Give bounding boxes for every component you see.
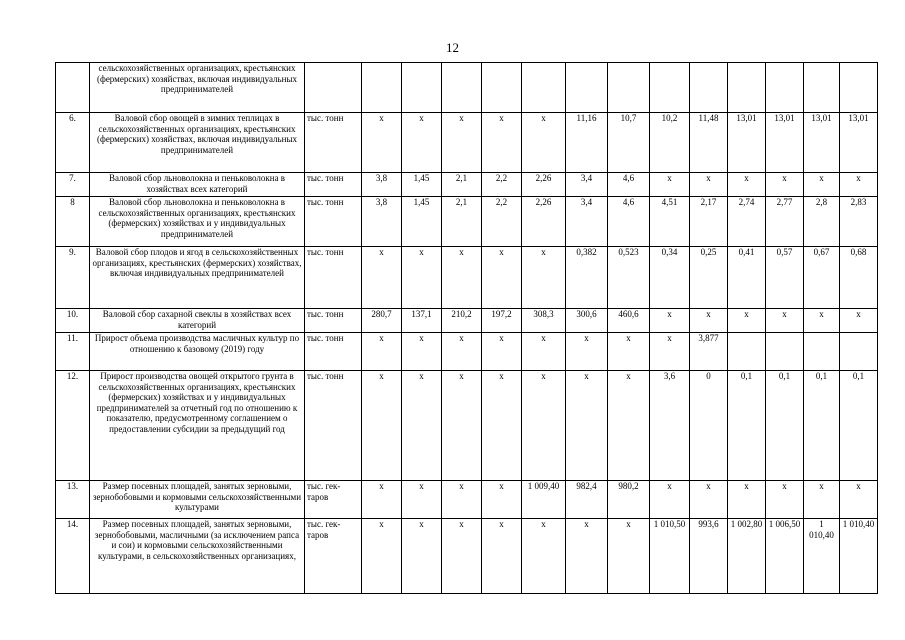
value-cell: х <box>442 333 482 371</box>
value-cell: 197,2 <box>482 309 522 333</box>
value-cell: 980,2 <box>608 481 650 519</box>
value-cell: х <box>362 371 402 481</box>
row-number: 11. <box>56 333 90 371</box>
value-cell: х <box>482 519 522 594</box>
value-cell: 0,25 <box>690 247 728 309</box>
row-number: 14. <box>56 519 90 594</box>
value-cell: 3,4 <box>566 173 608 197</box>
value-cell: х <box>522 333 566 371</box>
table-row <box>56 333 878 371</box>
value-cell: 11,48 <box>690 113 728 173</box>
value-cell: х <box>402 519 442 594</box>
value-cell: 0,68 <box>840 247 878 309</box>
value-cell: 308,3 <box>522 309 566 333</box>
value-cell: 2,26 <box>522 173 566 197</box>
value-cell: 1 010,50 <box>650 519 690 594</box>
value-cell: х <box>402 247 442 309</box>
row-number: 9. <box>56 247 90 309</box>
value-cell: 2,83 <box>840 197 878 247</box>
value-cell: х <box>362 247 402 309</box>
value-cell: 2,2 <box>482 173 522 197</box>
value-cell: х <box>728 173 766 197</box>
value-cell: х <box>522 247 566 309</box>
indicator-name: Валовой сбор льноволокна и пеньковолокна в сельскохозяйственных организациях, крестьянских (фермерских) хозяйствах и у индивидуальных предпринимателей <box>90 197 305 247</box>
value-cell: 10,7 <box>608 113 650 173</box>
value-cell <box>840 333 878 371</box>
value-cell: х <box>690 309 728 333</box>
row-number: 13. <box>56 481 90 519</box>
row-number <box>56 63 90 113</box>
value-cell <box>362 63 402 113</box>
value-cell: х <box>362 519 402 594</box>
value-cell: х <box>482 371 522 481</box>
table-row <box>56 173 878 197</box>
indicator-name: Валовой сбор овощей в зимних теплицах в сельскохозяйственных организациях, крестьянских (фермерских) хозяйствах, включая индивидуальных предпринимателей <box>90 113 305 173</box>
indicator-name: Прирост производства овощей открытого грунта в сельскохозяйственных организациях, крестьянских (фермерских) хозяйствах и у индивидуальных предпринимателей за отчетный год по отношению к показателю, предусмотренному соглашением о предоставлении субсидии за предыдущий год <box>90 371 305 481</box>
value-cell: х <box>608 371 650 481</box>
value-cell: 13,01 <box>766 113 804 173</box>
value-cell: х <box>728 481 766 519</box>
value-cell: 3,4 <box>566 197 608 247</box>
value-cell: х <box>482 481 522 519</box>
value-cell: х <box>840 481 878 519</box>
value-cell: 1 010,40 <box>840 519 878 594</box>
value-cell: 0,1 <box>728 371 766 481</box>
value-cell: 4,51 <box>650 197 690 247</box>
value-cell: х <box>650 309 690 333</box>
value-cell: 1 010,40 <box>804 519 840 594</box>
value-cell: х <box>442 481 482 519</box>
value-cell <box>608 63 650 113</box>
value-cell: х <box>442 247 482 309</box>
value-cell: х <box>650 481 690 519</box>
value-cell: 1,45 <box>402 173 442 197</box>
value-cell: 210,2 <box>442 309 482 333</box>
unit-cell <box>305 63 362 113</box>
value-cell: х <box>566 333 608 371</box>
value-cell: х <box>402 113 442 173</box>
indicator-name: Прирост объема производства масличных культур по отношению к базовому (2019) году <box>90 333 305 371</box>
value-cell: 0,57 <box>766 247 804 309</box>
value-cell: 4,6 <box>608 197 650 247</box>
value-cell: 0,1 <box>804 371 840 481</box>
value-cell: 2,1 <box>442 173 482 197</box>
unit-cell: тыс. гек-таров <box>305 519 362 594</box>
value-cell: 3,877 <box>690 333 728 371</box>
value-cell: 2,1 <box>442 197 482 247</box>
value-cell: х <box>482 247 522 309</box>
value-cell: х <box>362 333 402 371</box>
value-cell: 2,74 <box>728 197 766 247</box>
table-row <box>56 371 878 481</box>
row-number: 10. <box>56 309 90 333</box>
indicator-name: Валовой сбор сахарной свеклы в хозяйствах всех категорий <box>90 309 305 333</box>
value-cell: 0,1 <box>840 371 878 481</box>
value-cell: 993,6 <box>690 519 728 594</box>
value-cell: х <box>522 371 566 481</box>
value-cell: х <box>650 333 690 371</box>
value-cell: х <box>402 371 442 481</box>
value-cell: 1,45 <box>402 197 442 247</box>
value-cell: 137,1 <box>402 309 442 333</box>
table-row <box>56 63 878 113</box>
value-cell: 13,01 <box>728 113 766 173</box>
value-cell: х <box>522 113 566 173</box>
value-cell: 1 006,50 <box>766 519 804 594</box>
value-cell <box>804 63 840 113</box>
unit-cell: тыс. тонн <box>305 309 362 333</box>
value-cell <box>804 333 840 371</box>
value-cell: х <box>766 309 804 333</box>
value-cell: 280,7 <box>362 309 402 333</box>
value-cell: 3,6 <box>650 371 690 481</box>
value-cell: 2,26 <box>522 197 566 247</box>
value-cell: 13,01 <box>840 113 878 173</box>
value-cell: х <box>402 333 442 371</box>
value-cell: х <box>608 519 650 594</box>
value-cell <box>766 333 804 371</box>
value-cell: 2,2 <box>482 197 522 247</box>
value-cell <box>650 63 690 113</box>
value-cell <box>482 63 522 113</box>
value-cell: х <box>690 173 728 197</box>
value-cell: 13,01 <box>804 113 840 173</box>
value-cell: х <box>482 113 522 173</box>
value-cell <box>690 63 728 113</box>
row-number: 6. <box>56 113 90 173</box>
unit-cell: тыс. гек-таров <box>305 481 362 519</box>
value-cell <box>728 63 766 113</box>
value-cell: х <box>608 333 650 371</box>
value-cell <box>766 63 804 113</box>
value-cell: 10,2 <box>650 113 690 173</box>
value-cell: х <box>442 519 482 594</box>
indicator-name: Валовой сбор льноволокна и пеньковолокна в хозяйствах всех категорий <box>90 173 305 197</box>
value-cell: 0 <box>690 371 728 481</box>
value-cell: х <box>402 481 442 519</box>
value-cell: 460,6 <box>608 309 650 333</box>
indicator-name: Размер посевных площадей, занятых зерновыми, зернобобовыми, масличными (за исключением рапса и сои) и кормовыми сельскохозяйственными культурами, в сельскохозяйственных организациях, <box>90 519 305 594</box>
value-cell: х <box>362 481 402 519</box>
value-cell: х <box>804 481 840 519</box>
value-cell: х <box>566 519 608 594</box>
value-cell: 1 009,40 <box>522 481 566 519</box>
value-cell: 982,4 <box>566 481 608 519</box>
value-cell: х <box>804 173 840 197</box>
value-cell: 3,8 <box>362 197 402 247</box>
value-cell: 0,523 <box>608 247 650 309</box>
value-cell <box>566 63 608 113</box>
value-cell <box>728 333 766 371</box>
table-row <box>56 113 878 173</box>
value-cell: х <box>650 173 690 197</box>
value-cell: х <box>766 173 804 197</box>
value-cell: 1 002,80 <box>728 519 766 594</box>
value-cell: х <box>482 333 522 371</box>
value-cell: 0,1 <box>766 371 804 481</box>
page-number: 12 <box>446 40 459 55</box>
value-cell: х <box>690 481 728 519</box>
value-cell: х <box>362 113 402 173</box>
table-row <box>56 519 878 594</box>
value-cell: х <box>566 371 608 481</box>
value-cell: 4,6 <box>608 173 650 197</box>
indicator-name: сельскохозяйственных организациях, крестьянских (фермерских) хозяйствах, включая индивидуальных предпринимателей <box>90 63 305 113</box>
value-cell: 11,16 <box>566 113 608 173</box>
value-cell: 2,17 <box>690 197 728 247</box>
value-cell: х <box>840 309 878 333</box>
table-row <box>56 247 878 309</box>
unit-cell: тыс. тонн <box>305 173 362 197</box>
indicator-name: Валовой сбор плодов и ягод в сельскохозяйственных организациях, крестьянских (фермерских) хозяйствах, включая индивидуальных предпринимателей <box>90 247 305 309</box>
value-cell: 0,34 <box>650 247 690 309</box>
table-row <box>56 309 878 333</box>
value-cell: х <box>728 309 766 333</box>
table-row <box>56 197 878 247</box>
value-cell: х <box>522 519 566 594</box>
row-number: 12. <box>56 371 90 481</box>
row-number: 8 <box>56 197 90 247</box>
value-cell: 2,8 <box>804 197 840 247</box>
value-cell: 3,8 <box>362 173 402 197</box>
unit-cell: тыс. тонн <box>305 247 362 309</box>
value-cell: х <box>442 113 482 173</box>
indicator-name: Размер посевных площадей, занятых зерновыми, зернобобовыми и кормовыми сельскохозяйственными культурами <box>90 481 305 519</box>
unit-cell: тыс. тонн <box>305 371 362 481</box>
value-cell: х <box>766 481 804 519</box>
value-cell: х <box>840 173 878 197</box>
unit-cell: тыс. тонн <box>305 333 362 371</box>
value-cell: 2,77 <box>766 197 804 247</box>
unit-cell: тыс. тонн <box>305 113 362 173</box>
value-cell <box>522 63 566 113</box>
value-cell: 0,382 <box>566 247 608 309</box>
indicators-table <box>55 62 878 594</box>
value-cell: 0,67 <box>804 247 840 309</box>
value-cell <box>442 63 482 113</box>
value-cell: 0,41 <box>728 247 766 309</box>
value-cell: х <box>442 371 482 481</box>
value-cell <box>402 63 442 113</box>
value-cell <box>840 63 878 113</box>
row-number: 7. <box>56 173 90 197</box>
table-row <box>56 481 878 519</box>
value-cell: х <box>804 309 840 333</box>
value-cell: 300,6 <box>566 309 608 333</box>
unit-cell: тыс. тонн <box>305 197 362 247</box>
